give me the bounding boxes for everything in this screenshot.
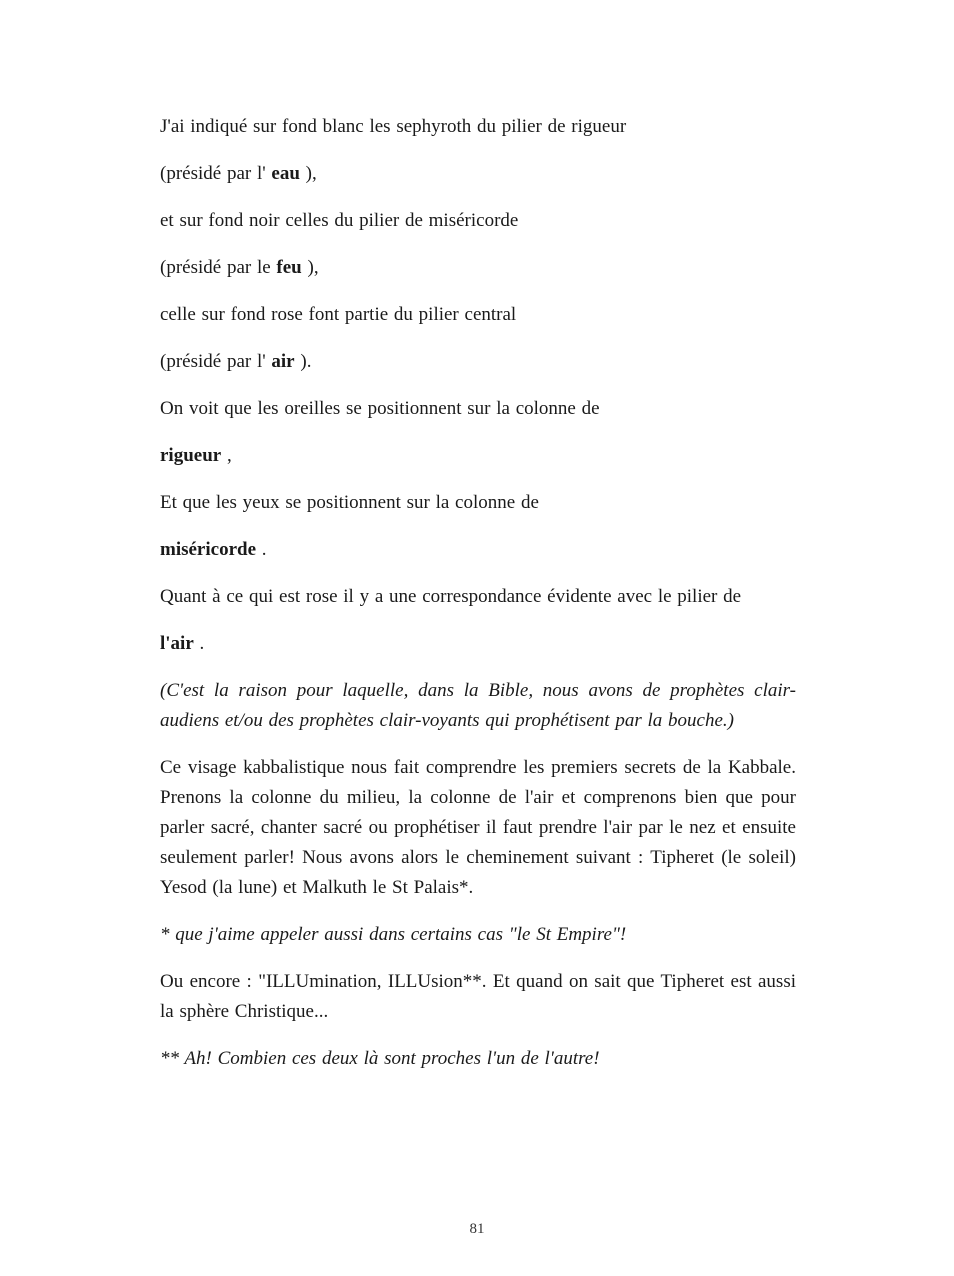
paragraph	[160, 967, 796, 1027]
bold-text-run: rigueur	[160, 445, 222, 466]
italic-text-run: ** Ah! Combien ces deux là sont proches l'un de l'autre!	[160, 1048, 600, 1069]
bold-text-run: miséricorde	[160, 539, 257, 560]
paragraph	[160, 112, 796, 142]
paragraph	[160, 582, 796, 612]
text-run: (présidé par l'	[160, 163, 272, 184]
paragraph	[160, 920, 796, 950]
paragraph	[160, 753, 796, 903]
paragraph	[160, 1044, 796, 1074]
italic-text-run: (C'est la raison pour laquelle, dans la Bible, nous avons de prophètes clair-audiens et/ou des prophètes clair-voyants qui prophétisent par la bouche.)	[160, 680, 796, 731]
paragraph	[160, 488, 796, 518]
text-run: (présidé par l'	[160, 351, 272, 372]
bold-text-run: feu	[276, 257, 302, 278]
bold-text-run: l'air	[160, 633, 194, 654]
paragraph	[160, 629, 796, 659]
paragraph	[160, 159, 796, 189]
paragraph	[160, 535, 796, 565]
text-run: J'ai indiqué sur fond blanc les sephyroth du pilier de rigueur	[160, 116, 627, 137]
text-run: ),	[299, 163, 317, 184]
paragraph	[160, 394, 796, 424]
paragraph	[160, 347, 796, 377]
text-run: Ou encore : "ILLUmination, ILLUsion**. Et quand on sait que Tipheret est aussi la sphère Christique...	[160, 971, 796, 1022]
text-run: ),	[301, 257, 319, 278]
text-run: (présidé par le	[160, 257, 277, 278]
paragraph	[160, 676, 796, 736]
text-run: ).	[294, 351, 312, 372]
text-run: On voit que les oreilles se positionnent sur la colonne de	[160, 398, 600, 419]
text-run: Et que les yeux se positionnent sur la colonne de	[160, 492, 539, 513]
paragraph	[160, 441, 796, 471]
bold-text-run: air	[271, 351, 295, 372]
paragraph	[160, 206, 796, 236]
text-run: .	[193, 633, 205, 654]
paragraph	[160, 300, 796, 330]
italic-text-run: * que j'aime appeler aussi dans certains cas "le St Empire"!	[160, 924, 627, 945]
page-body	[160, 112, 796, 1091]
paragraph	[160, 253, 796, 283]
text-run: Ce visage kabbalistique nous fait comprendre les premiers secrets de la Kabbale. Prenons la colonne du milieu, la colonne de l'air et comprenons bien que pour parler sacré, chanter sacré ou prophétiser il faut prendre l'air par le nez et ensuite seulement parler! Nous avons alors le cheminement suivant : Tipheret (le soleil) Yesod (la lune) et Malkuth le St Palais*.	[160, 757, 796, 898]
text-run: et sur fond noir celles du pilier de miséricorde	[160, 210, 519, 231]
bold-text-run: eau	[271, 163, 300, 184]
text-run: ,	[221, 445, 232, 466]
page-number: 81	[469, 1221, 485, 1237]
text-run: Quant à ce qui est rose il y a une correspondance évidente avec le pilier de	[160, 586, 742, 607]
text-run: .	[256, 539, 267, 560]
text-run: celle sur fond rose font partie du pilier central	[160, 304, 517, 325]
